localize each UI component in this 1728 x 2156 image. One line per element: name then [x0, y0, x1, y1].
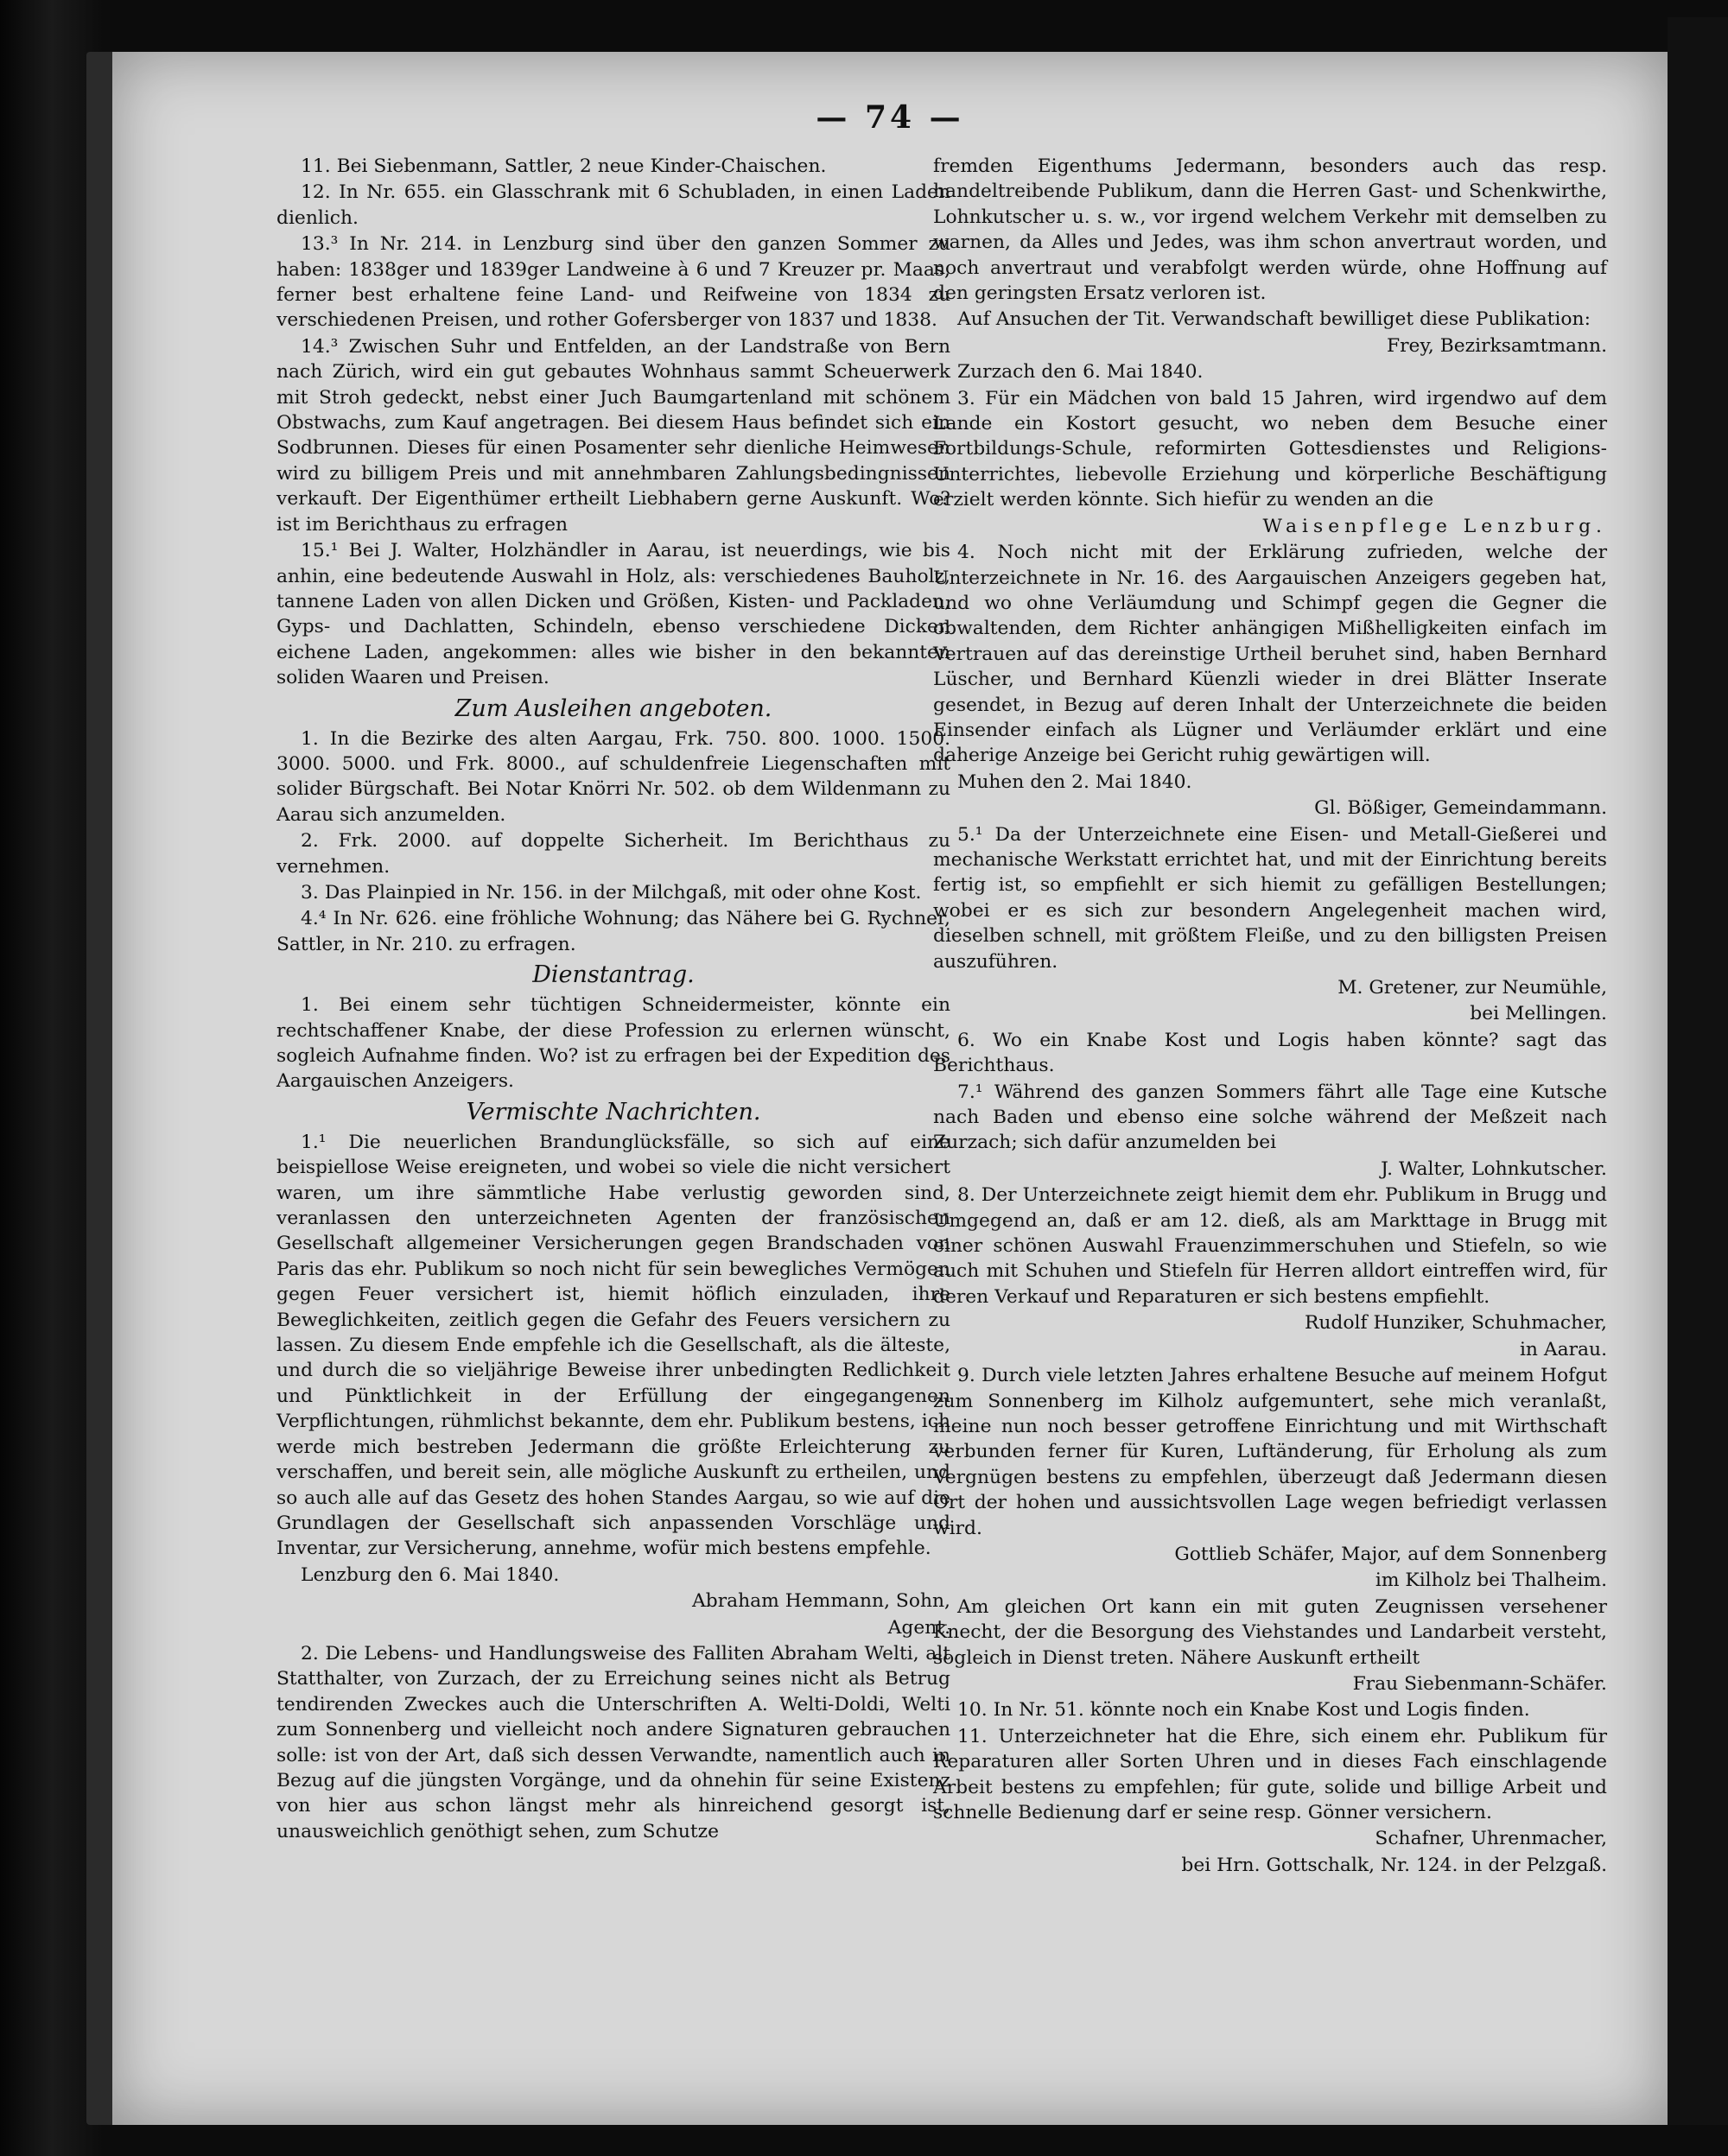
scan-border: [1668, 17, 1728, 2125]
misc-item: 11. Unterzeichneter hat die Ehre, sich einem ehr. Publikum für Reparaturen aller Sorten Uhren und in dieses Fach einschlagende Arbeit bestens zu empfehlen; für gute, solide und billige Arbeit und schnelle Bedienung darf er seine resp. Gönner versichern.: [933, 1725, 1607, 1823]
section-heading-service: Dienstantrag.: [532, 961, 695, 989]
right-column: [933, 154, 1607, 1879]
signature: bei Hrn. Gottschalk, Nr. 124. in der Pelzgaß.: [1181, 1854, 1607, 1876]
misc-item: 2. Die Lebens- und Handlungsweise des Falliten Abraham Welti, alt Statthalter, von Zurzach, der zu Erreichung seines nicht als Betrug tendirenden Zweckes auch die Unterschriften A. Welti-Doldi, Welti zum Sonnenberg und vielleicht noch andere Signaturen gebrauchen solle: ist von der Art, daß sich dessen Verwandte, namentlich auch in Bezug auf die jüngsten Vorgänge, und da ohnehin für seine Existenz von hier aus schon längst mehr als hinreichend gesorgt ist, unausweichlich genöthigt sehen, zum Schutze: [276, 1642, 950, 1842]
left-column: [276, 154, 950, 1845]
dateline: Zurzach den 6. Mai 1840.: [957, 361, 1204, 384]
ad-item: 13.³ In Nr. 214. in Lenzburg sind über den ganzen Sommer zu haben: 1838ger und 1839ger Landweine à 6 und 7 Kreuzer pr. Maas, ferner best erhaltene feine Land- und Reifweine von 1834 zu verschiedenen Preisen, und rother Gofersberger von 1837 und 1838.: [276, 233, 950, 332]
misc-item: 8. Der Unterzeichnete zeigt hiemit dem ehr. Publikum in Brugg und Umgegend an, daß er am 12. dieß, als am Markttage in Brugg mit einer schönen Auswahl Frauenzimmerschuhen und Stiefeln, so wie auch mit Schuhen und Stiefeln für Herren alldort eintreffen wird, für deren Verkauf und Reparaturen er sich bestens empfiehlt.: [933, 1184, 1607, 1308]
page-number: — 74 —: [816, 99, 964, 136]
misc-item: 6. Wo ein Knabe Kost und Logis haben könnte? sagt das Berichthaus.: [933, 1029, 1607, 1077]
signature: Frau Siebenmann-Schäfer.: [1352, 1672, 1607, 1695]
lend-item: 4.⁴ In Nr. 626. eine fröhliche Wohnung; das Nähere bei G. Rychner, Sattler, in Nr. 210. zu erfragen.: [276, 908, 950, 955]
signature: Frey, Bezirksamtmann.: [1387, 334, 1607, 357]
signature: Waisenpflege Lenzburg.: [1262, 515, 1607, 537]
misc-date: Lenzburg den 6. Mai 1840.: [301, 1563, 560, 1586]
section-heading-lend: Zum Ausleihen angeboten.: [454, 694, 772, 722]
lend-item: 1. In die Bezirke des alten Aargau, Frk. 750. 800. 1000. 1500. 3000. 5000. und Frk. 8000., auf schuldenfreie Liegenschaften mit solider Bürgschaft. Bei Notar Knörri Nr. 502. ob dem Wildenmann zu Aarau sich anzumelden.: [276, 727, 950, 826]
newspaper-page: [112, 52, 1668, 2125]
ad-item: 11. Bei Siebenmann, Sattler, 2 neue Kinder-Chaischen.: [301, 155, 827, 177]
signature: im Kilholz bei Thalheim.: [1375, 1569, 1607, 1592]
misc-item: 7.¹ Während des ganzen Sommers fährt alle Tage eine Kutsche nach Baden und ebenso eine solche während der Meßzeit nach Zurzach; sich dafür anzumelden bei: [933, 1081, 1607, 1154]
signature: in Aarau.: [1519, 1338, 1607, 1360]
misc-item: 1.¹ Die neuerlichen Brandunglücksfälle, so sich auf eine beispiellose Weise ereigneten, und wobei so viele die nicht versichert waren, um ihre sämmtliche Habe verlustig geworden sind, veranlassen den unterzeichneten Agenten der französischen Gesellschaft allgemeiner Versicherungen gegen Brandschaden von Paris das ehr. Publikum so noch nicht für sein bewegliches Vermögen gegen Feuer versichert ist, hiemit höflich einzuladen, ihre Beweglichkeiten, zeitlich gegen die Gefahr des Feuers versichern zu lassen. Zu diesem Ende empfehle ich die Gesellschaft, als die älteste, und durch die so vieljährige Beweise ihrer unbedingten Redlichkeit und Pünktlichkeit in der Erfüllung der eingegangenen Verpflichtungen, rühmlichst bekannte, dem ehr. Publikum bestens, ich werde mich bestreben Jedermann die größte Erleichterung zu verschaffen, und bereit sein, alle mögliche Auskunft zu ertheilen, und so auch alle auf das Gesetz des hohen Standes Aargau, so wie auf die Grundlagen der Gesellschaft sich anpassenden Vorschläge und Inventar, zur Versicherung, annehme, wofür mich bestens empfehle.: [276, 1131, 950, 1560]
misc-item: 9. Durch viele letzten Jahres erhaltene Besuche auf meinem Hofgut zum Sonnenberg im Kilholz aufgemuntert, sehe mich veranlaßt, meine nun noch besser getroffene Einrichtung und mit Wirthschaft verbunden ferner für Kuren, Luftänderung, für Erholung als zum Vergnügen bestens zu empfehlen, überzeugt daß Jedermann diesen Ort der hohen und aussichtsvollen Lage wegen befriedigt verlassen wird.: [933, 1365, 1607, 1539]
ad-item: 12. In Nr. 655. ein Glasschrank mit 6 Schubladen, in einen Laden dienlich.: [276, 181, 950, 229]
signature: J. Walter, Lohnkutscher.: [1381, 1157, 1607, 1180]
misc-item: 10. In Nr. 51. könnte noch ein Knabe Kost und Logis finden.: [957, 1699, 1530, 1722]
signature: Abraham Hemmann, Sohn,: [692, 1590, 950, 1613]
signature: Agent.: [887, 1616, 950, 1639]
signature: M. Gretener, zur Neumühle,: [1337, 977, 1607, 999]
signature: Gl. Bößiger, Gemeindammann.: [1314, 797, 1607, 820]
continued-text: fremden Eigenthums Jedermann, besonders auch das resp. handeltreibende Publikum, dann die Herren Gast- und Schenkwirthe, Lohnkutscher u. s. w., vor irgend welchem Verkehr mit demselben zu warnen, da Alles und Jedes, was ihm schon anvertraut worden, und noch anvertraut und verabfolgt werden würde, ohne Hoffnung auf den geringsten Ersatz verloren ist.: [933, 155, 1607, 305]
ad-item: 14.³ Zwischen Suhr und Entfelden, an der Landstraße von Bern nach Zürich, wird ein gut gebautes Wohnhaus sammt Scheuerwerk mit Stroh gedeckt, nebst einer Juch Baumgartenland mit schönem Obstwachs, zum Kauf angetragen. Bei diesem Haus befindet sich ein Sodbrunnen. Dieses für einen Posamenter sehr dienliche Heimwesen wird zu billigem Preis und mit annehmbaren Zahlungsbedingnissen verkauft. Der Eigenthümer ertheilt Liebhabern gerne Auskunft. Wo? ist im Berichthaus zu erfragen: [276, 335, 950, 536]
continued-text: Auf Ansuchen der Tit. Verwandschaft bewilliget diese Publikation:: [957, 308, 1591, 331]
misc-item: Am gleichen Ort kann ein mit guten Zeugnissen versehener Knecht, der die Besorgung des Viehstandes und Landarbeit versteht, sogleich in Dienst treten. Nähere Auskunft ertheilt: [933, 1595, 1607, 1669]
dateline: Muhen den 2. Mai 1840.: [957, 770, 1192, 793]
ad-item: 15.¹ Bei J. Walter, Holzhändler in Aarau, ist neuerdings, wie bis anhin, eine bedeutende Auswahl in Holz, als: verschiedenes Bauholz, tannene Laden von allen Dicken und Größen, Kisten- und Packladen, Gyps- und Dachlatten, Schindeln, ebenso verschiedene Dicken eichene Laden, angekommen: alles wie bisher in den bekannten soliden Waaren und Preisen.: [276, 540, 950, 689]
section-heading-misc: Vermischte Nachrichten.: [466, 1098, 761, 1126]
signature: Rudolf Hunziker, Schuhmacher,: [1304, 1312, 1607, 1335]
misc-item: 3. Für ein Mädchen von bald 15 Jahren, wird irgendwo auf dem Lande ein Kostort gesucht, wo neben dem Besuche einer Fortbildungs-Schule, reformirten Gottesdienstes und Religions-Unterrichtes, liebevolle Erziehung und körperliche Beschäftigung erzielt werden könnte. Sich hiefür zu wenden an die: [933, 387, 1607, 511]
lend-item: 3. Das Plainpied in Nr. 156. in der Milchgaß, mit oder ohne Kost.: [301, 881, 922, 904]
lend-item: 2. Frk. 2000. auf doppelte Sicherheit. Im Berichthaus zu vernehmen.: [276, 830, 950, 878]
signature: Gottlieb Schäfer, Major, auf dem Sonnenberg: [1174, 1543, 1607, 1565]
misc-item: 5.¹ Da der Unterzeichnete eine Eisen- und Metall-Gießerei und mechanische Werkstatt errichtet hat, und mit der Einrichtung bereits fertig ist, so empfiehlt er sich hiemit zu gefälligen Bestellungen; wobei er es sich zur besondern Angelegenheit machen wird, dieselben schnell, mit größtem Fleiße, und zu den billigsten Preisen auszuführen.: [933, 823, 1607, 973]
signature: bei Mellingen.: [1470, 1003, 1607, 1025]
service-item: 1. Bei einem sehr tüchtigen Schneidermeister, könnte ein rechtschaffener Knabe, der diese Profession zu erlernen wünscht, sogleich Aufnahme finden. Wo? ist zu erfragen bei der Expedition des Aargauischen Anzeigers.: [276, 994, 950, 1093]
signature: Schafner, Uhrenmacher,: [1375, 1828, 1607, 1850]
misc-item: 4. Noch nicht mit der Erklärung zufrieden, welche der Unterzeichnete in Nr. 16. des Aargauischen Anzeigers gegeben hat, und wo ohne Verläumdung und Schimpf gegen die Gegner die obwaltenden, dem Richter anhängigen Mißhelligkeiten einfach im Vertrauen auf das dereinstige Urtheil beruhet sind, haben Bernhard Lüscher, und Bernhard Küenzli wieder in drei Blätter Inserate gesendet, in Bezug auf deren Inhalt der Unterzeichnete die beiden Einsender einfach als Lügner und Verläumder erklärt und eine daherige Anzeige bei Gericht ruhig gewärtigen will.: [933, 542, 1607, 767]
